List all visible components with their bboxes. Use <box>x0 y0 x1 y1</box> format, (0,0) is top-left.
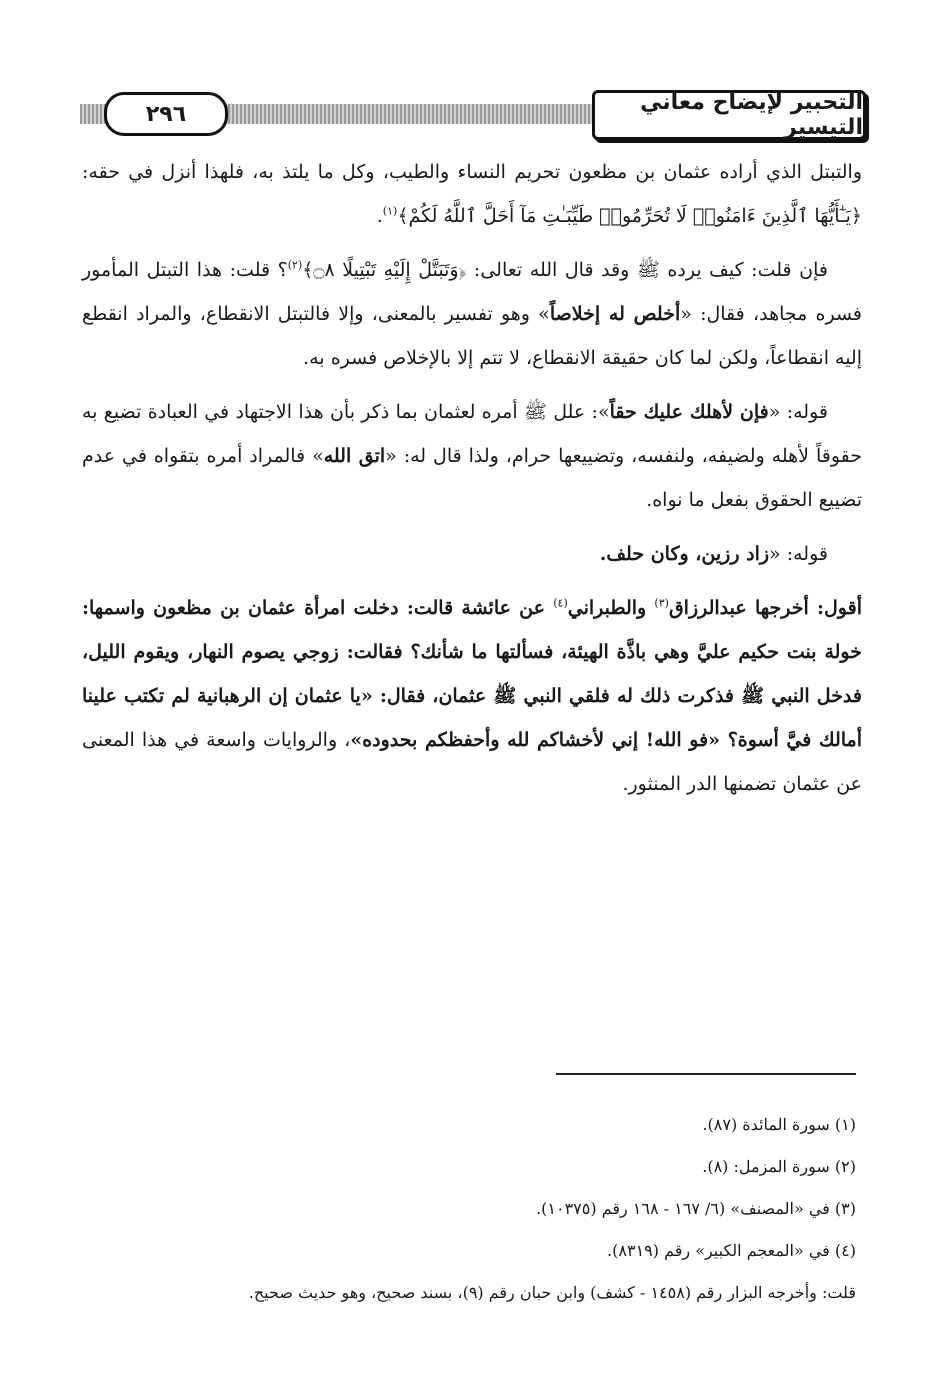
footnote-ref-1: (١) <box>382 204 398 218</box>
footnote-ref-2: (٢) <box>287 258 303 272</box>
footnote-separator <box>556 1073 856 1075</box>
main-text <box>82 150 862 816</box>
p2-text-2: ؟ قلت: هذا التبتل المأمور فسره مجاهد، فقال: « <box>82 259 862 325</box>
p5-text-2: والطبراني <box>567 597 655 619</box>
paragraph-1 <box>82 150 862 238</box>
p2-bold: أخلص له إخلاصاً <box>549 303 681 325</box>
p3-text-2: »: علل ﷺ أمره لعثمان بما ذكر بأن هذا الاجتهاد في العبادة تضيع به حقوقاً لأهله ولضيفه، ولنفسه، وتضييعها حرام، ولذا قال له: « <box>82 401 862 467</box>
page-header <box>80 86 866 148</box>
p1-text-2: . <box>376 205 383 227</box>
p5-text-1: أقول: أخرجها عبدالرزاق <box>668 597 862 619</box>
footnote-1: (١) سورة المائدة (٨٧). <box>702 1115 856 1134</box>
p1-text-1: والتبتل الذي أراده عثمان بن مظعون تحريم النساء والطيب، وكل ما يلتذ به، فلهذا أنزل في حقه: <box>82 161 862 183</box>
footnotes <box>96 1104 856 1314</box>
book-title: التحبير لإيضاح معاني التيسير <box>592 90 866 140</box>
page-number: ٢٩٦ <box>104 92 228 136</box>
paragraph-3 <box>82 390 862 522</box>
p3-bold-1: فإن لأهلك عليك حقاً <box>609 401 769 423</box>
p2-text-3: » وهو تفسير بالمعنى، وإلا فالتبتل الانقطاع، والمراد انقطع إليه انقطاعاً، ولكن لما كان حقيقة الانقطاع، لا تتم إلا بالإخلاص فسره به. <box>82 303 862 369</box>
p3-bold-2: اتق الله <box>323 445 386 467</box>
footnote-ref-3: (٣) <box>654 596 669 610</box>
footnote-ref-4: (٤) <box>553 596 568 610</box>
p4-text-1: قوله: « <box>769 543 828 565</box>
paragraph-4 <box>82 532 862 576</box>
p5-text-4: ، والروايات واسعة في هذا المعنى عن عثمان تضمنها الدر المنثور. <box>82 729 862 795</box>
paragraph-2 <box>82 248 862 380</box>
p2-text-1: فإن قلت: كيف يرده ﷺ وقد قال الله تعالى: <box>466 259 828 281</box>
quran-verse-1: ﴿يَـٰٓأَيُّهَا ٱلَّذِينَ ءَامَنُوا۟ لَا تُحَرِّمُوا۟ طَيِّبَـٰتِ مَآ أَحَلَّ ٱللَّهُ لَكُمْ﴾ <box>397 205 862 227</box>
footnote-2: (٢) سورة المزمل: (٨). <box>702 1157 856 1176</box>
p3-text-1: قوله: « <box>768 401 828 423</box>
paragraph-5 <box>82 586 862 806</box>
p5-text-3: عن عائشة قالت: دخلت امرأة عثمان بن مظعون واسمها: خولة بنت حكيم عليَّ وهي باذَّة الهيئة، فسألتها ما شأنك؟ فقالت: زوجي يصوم النهار، ويقوم الليل، فدخل النبي ﷺ فذكرت ذلك له فلقي النبي ﷺ عثمان، فقال: «يا عثمان إن الرهبانية لم تكتب علينا أمالك فيَّ أسوة؟ «فو الله! إني لأخشاكم لله وأحفظكم بحدوده» <box>82 597 862 751</box>
quran-verse-2: ﴿وَتَبَتَّلْ إِلَيْهِ تَبْتِيلًا ۝٨﴾ <box>302 259 467 281</box>
footnote-4: (٤) في «المعجم الكبير» رقم (٨٣١٩). <box>607 1241 856 1260</box>
p4-bold: زاد رزين، وكان حلف. <box>599 543 770 565</box>
p3-text-3: » فالمراد أمره بتقواه في عدم تضييع الحقوق بفعل ما نواه. <box>82 445 862 511</box>
footnote-note: قلت: وأخرجه البزار رقم (١٤٥٨ - كشف) وابن حبان رقم (٩)، بسند صحيح، وهو حديث صحيح. <box>248 1283 856 1302</box>
footnote-3: (٣) في «المصنف» (٦/ ١٦٧ - ١٦٨ رقم (١٠٣٧٥). <box>536 1199 856 1218</box>
